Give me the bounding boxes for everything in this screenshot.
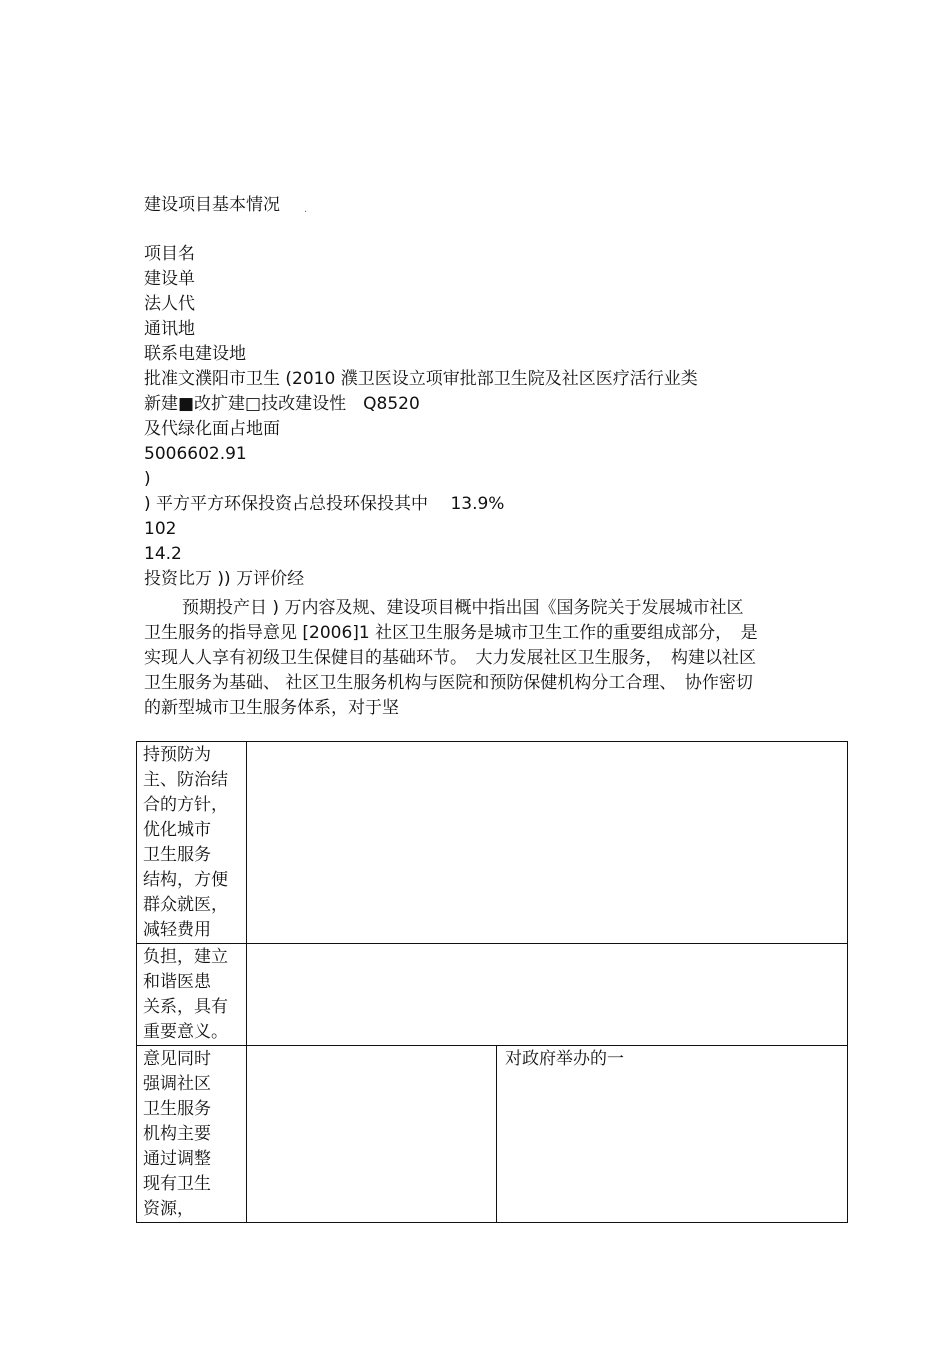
field-project-name: 项目名 — [144, 244, 195, 264]
field-investment-ratio: 投资比万 )) 万评价经 — [144, 569, 305, 589]
cell-text: 对政府举办的一 — [505, 1049, 624, 1069]
table-cell — [497, 1046, 848, 1223]
section-title: 建设项目基本情况 — [144, 195, 280, 215]
cell-text: 持预防为 主、防治结 合的方针， 优化城市 卫生服务 结构，方便 群众就医， 减轻费用 — [143, 745, 228, 940]
cell-text: 负担，建立 和谐医患 关系，具有 重要意义。 — [143, 947, 228, 1042]
paragraph-line: 的新型城市卫生服务体系，对于坚 — [144, 698, 399, 718]
value-env-investment: 14.2 — [144, 544, 182, 564]
value-investment: 102 — [144, 519, 177, 539]
field-green-area: 及代绿化面占地面 — [144, 419, 280, 439]
value-area: 5006602.91 — [144, 444, 247, 464]
paragraph-line: 实现人人享有初级卫生保健目的基础环节。 大力发展社区卫生服务， 构建以社区 — [144, 648, 756, 668]
field-legal-representative: 法人代 — [144, 294, 195, 314]
field-approval: 批准文濮阳市卫生 (2010 濮卫医设立项审批部卫生院及社区医疗活行业类 — [144, 369, 698, 389]
table-cell-empty — [247, 944, 848, 1046]
table-row — [137, 944, 848, 1046]
field-env-investment: ) 平方平方环保投资占总投环保投其中 13.9% — [144, 494, 505, 514]
project-overview-paragraph — [144, 596, 814, 721]
field-address: 通讯地 — [144, 319, 195, 339]
table-cell — [137, 1046, 247, 1223]
table-row — [137, 1046, 848, 1223]
paragraph-line: 卫生服务为基础、 社区卫生服务机构与医院和预防保健机构分工合理、 协作密切 — [144, 673, 753, 693]
stray-dot: . — [304, 204, 308, 215]
table-cell — [137, 944, 247, 1046]
field-construction-type: 新建■改扩建□技改建设性 Q8520 — [144, 394, 420, 414]
table-cell — [137, 742, 247, 944]
paragraph-line: 卫生服务的指导意见 [2006]1 社区卫生服务是城市卫生工作的重要组成部分， 是 — [144, 623, 758, 643]
cell-text: 意见同时 强调社区 卫生服务 机构主要 通过调整 现有卫生 资源， — [143, 1049, 211, 1219]
field-contact: 联系电建设地 — [144, 344, 246, 364]
table-row — [137, 742, 848, 944]
field-construction-unit: 建设单 — [144, 269, 195, 289]
paragraph-line: 预期投产日 ) 万内容及规、建设项目概中指出国《国务院关于发展城市社区 — [182, 598, 744, 618]
table-cell-empty — [247, 1046, 497, 1223]
value-paren: ) — [144, 469, 151, 489]
table-cell-empty — [247, 742, 848, 944]
content-table — [136, 741, 848, 1223]
